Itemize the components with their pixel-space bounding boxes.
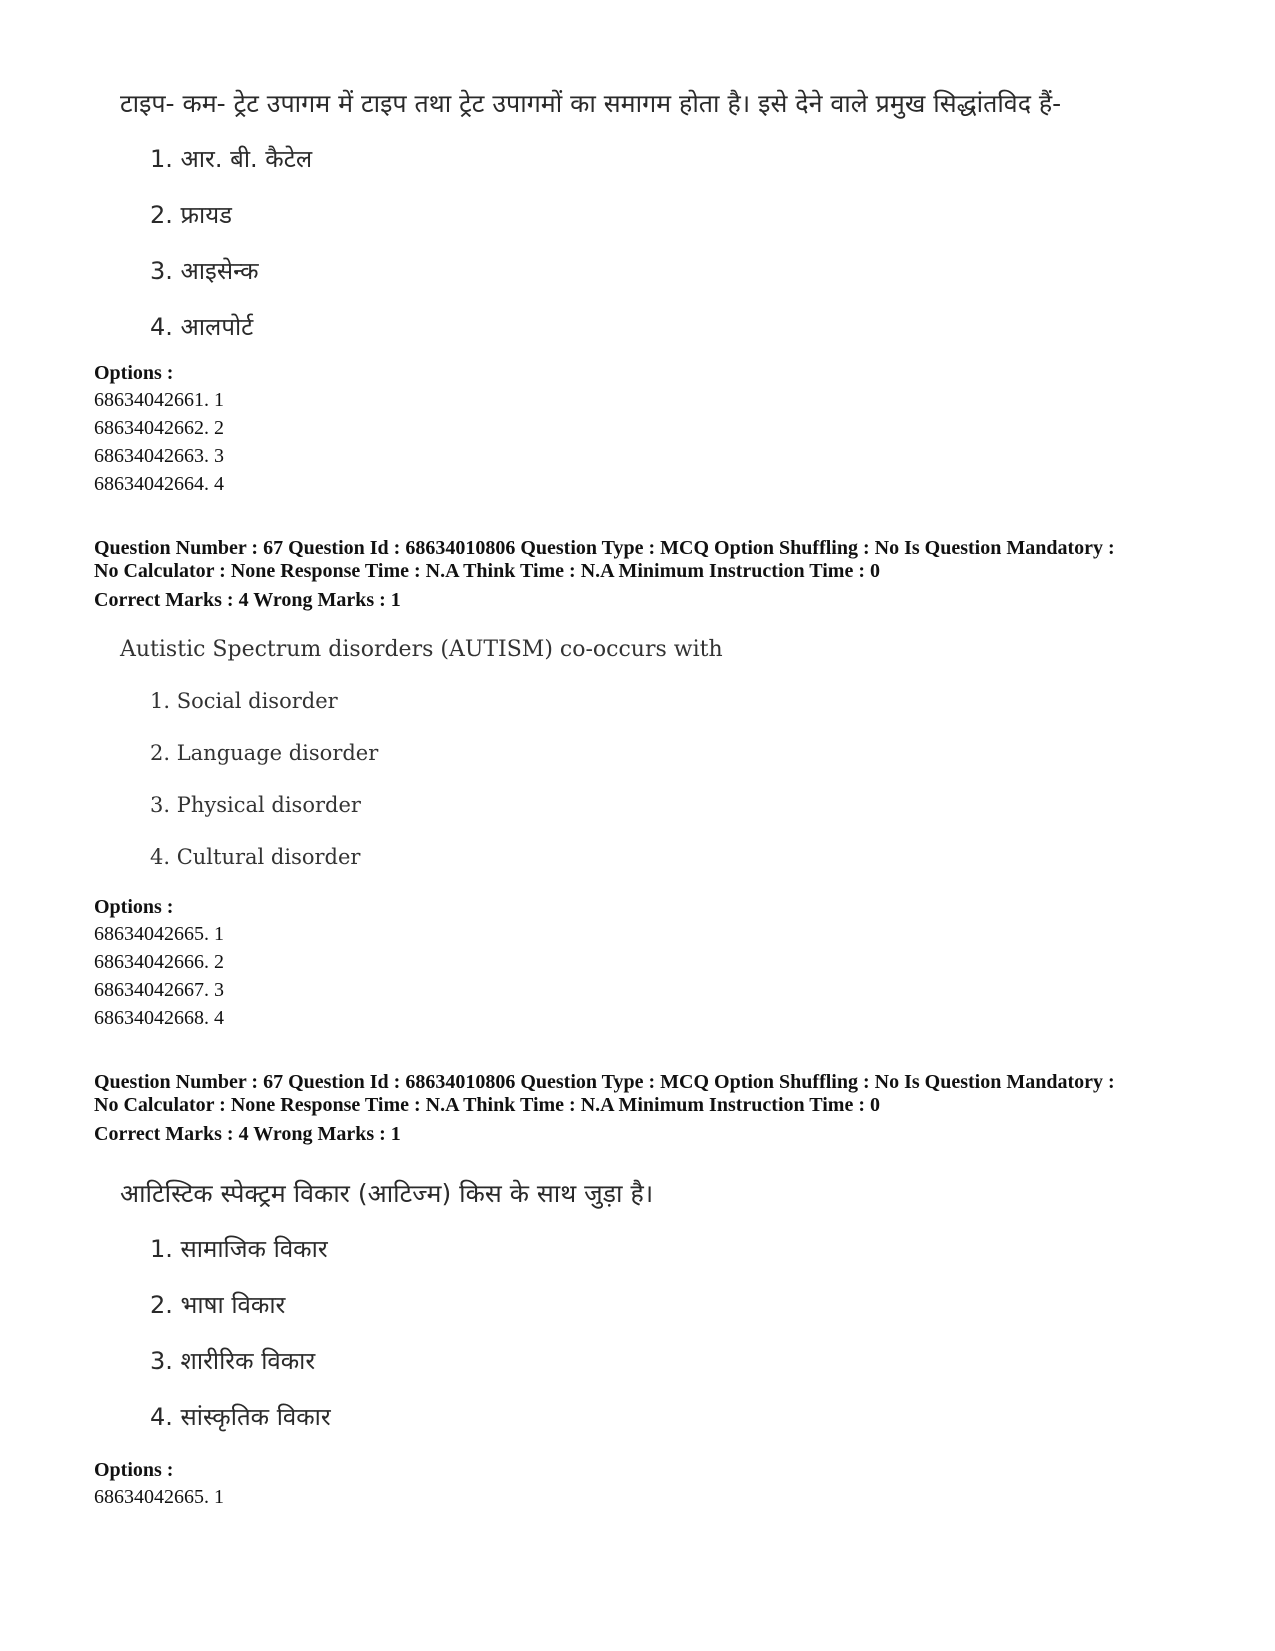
choice-3: 3. आइसेन्क: [150, 257, 259, 285]
choice-4: 4. Cultural disorder: [150, 845, 361, 869]
options-label: Options :: [94, 1459, 174, 1481]
choice-3: 3. Physical disorder: [150, 793, 361, 817]
option-item: 68634042665. 1: [94, 1486, 224, 1508]
options-label: Options :: [94, 362, 174, 384]
option-item: 68634042667. 3: [94, 979, 224, 1001]
question-meta-line-1: Question Number : 67 Question Id : 68634010806 Question Type : MCQ Option Shuffling : No Is Question Mandatory :: [94, 537, 1115, 559]
option-item: 68634042663. 3: [94, 445, 224, 467]
choice-3: 3. शारीरिक विकार: [150, 1347, 316, 1375]
question-stem-english: Autistic Spectrum disorders (AUTISM) co-occurs with: [120, 637, 723, 662]
option-item: 68634042661. 1: [94, 389, 224, 411]
choice-4: 4. आलपोर्ट: [150, 313, 254, 341]
question-stem-hindi-2: आटिस्टिक स्पेक्ट्रम विकार (आटिज्म) किस के साथ जुड़ा है।: [120, 1179, 654, 1208]
question-meta-line-1: Question Number : 67 Question Id : 68634010806 Question Type : MCQ Option Shuffling : No Is Question Mandatory :: [94, 1071, 1115, 1093]
question-stem-hindi-1: टाइप- कम- ट्रेट उपागम में टाइप तथा ट्रेट उपागमों का समागम होता है। इसे देने वाले प्रमुख सिद्धांतविद हैं-: [120, 89, 1062, 118]
choice-2: 2. फ्रायड: [150, 201, 233, 229]
choice-2: 2. भाषा विकार: [150, 1291, 286, 1319]
option-item: 68634042665. 1: [94, 923, 224, 945]
choice-1: 1. आर. बी. कैटेल: [150, 145, 313, 173]
option-item: 68634042668. 4: [94, 1007, 224, 1029]
choice-4: 4. सांस्कृतिक विकार: [150, 1403, 331, 1431]
question-marks: Correct Marks : 4 Wrong Marks : 1: [94, 589, 401, 611]
question-marks: Correct Marks : 4 Wrong Marks : 1: [94, 1123, 401, 1145]
option-item: 68634042662. 2: [94, 417, 224, 439]
options-label: Options :: [94, 896, 174, 918]
question-meta-line-2: No Calculator : None Response Time : N.A Think Time : N.A Minimum Instruction Time : 0: [94, 560, 880, 582]
choice-1: 1. Social disorder: [150, 689, 338, 713]
option-item: 68634042666. 2: [94, 951, 224, 973]
choice-1: 1. सामाजिक विकार: [150, 1235, 328, 1263]
choice-2: 2. Language disorder: [150, 741, 379, 765]
option-item: 68634042664. 4: [94, 473, 224, 495]
question-meta-line-2: No Calculator : None Response Time : N.A Think Time : N.A Minimum Instruction Time : 0: [94, 1094, 880, 1116]
